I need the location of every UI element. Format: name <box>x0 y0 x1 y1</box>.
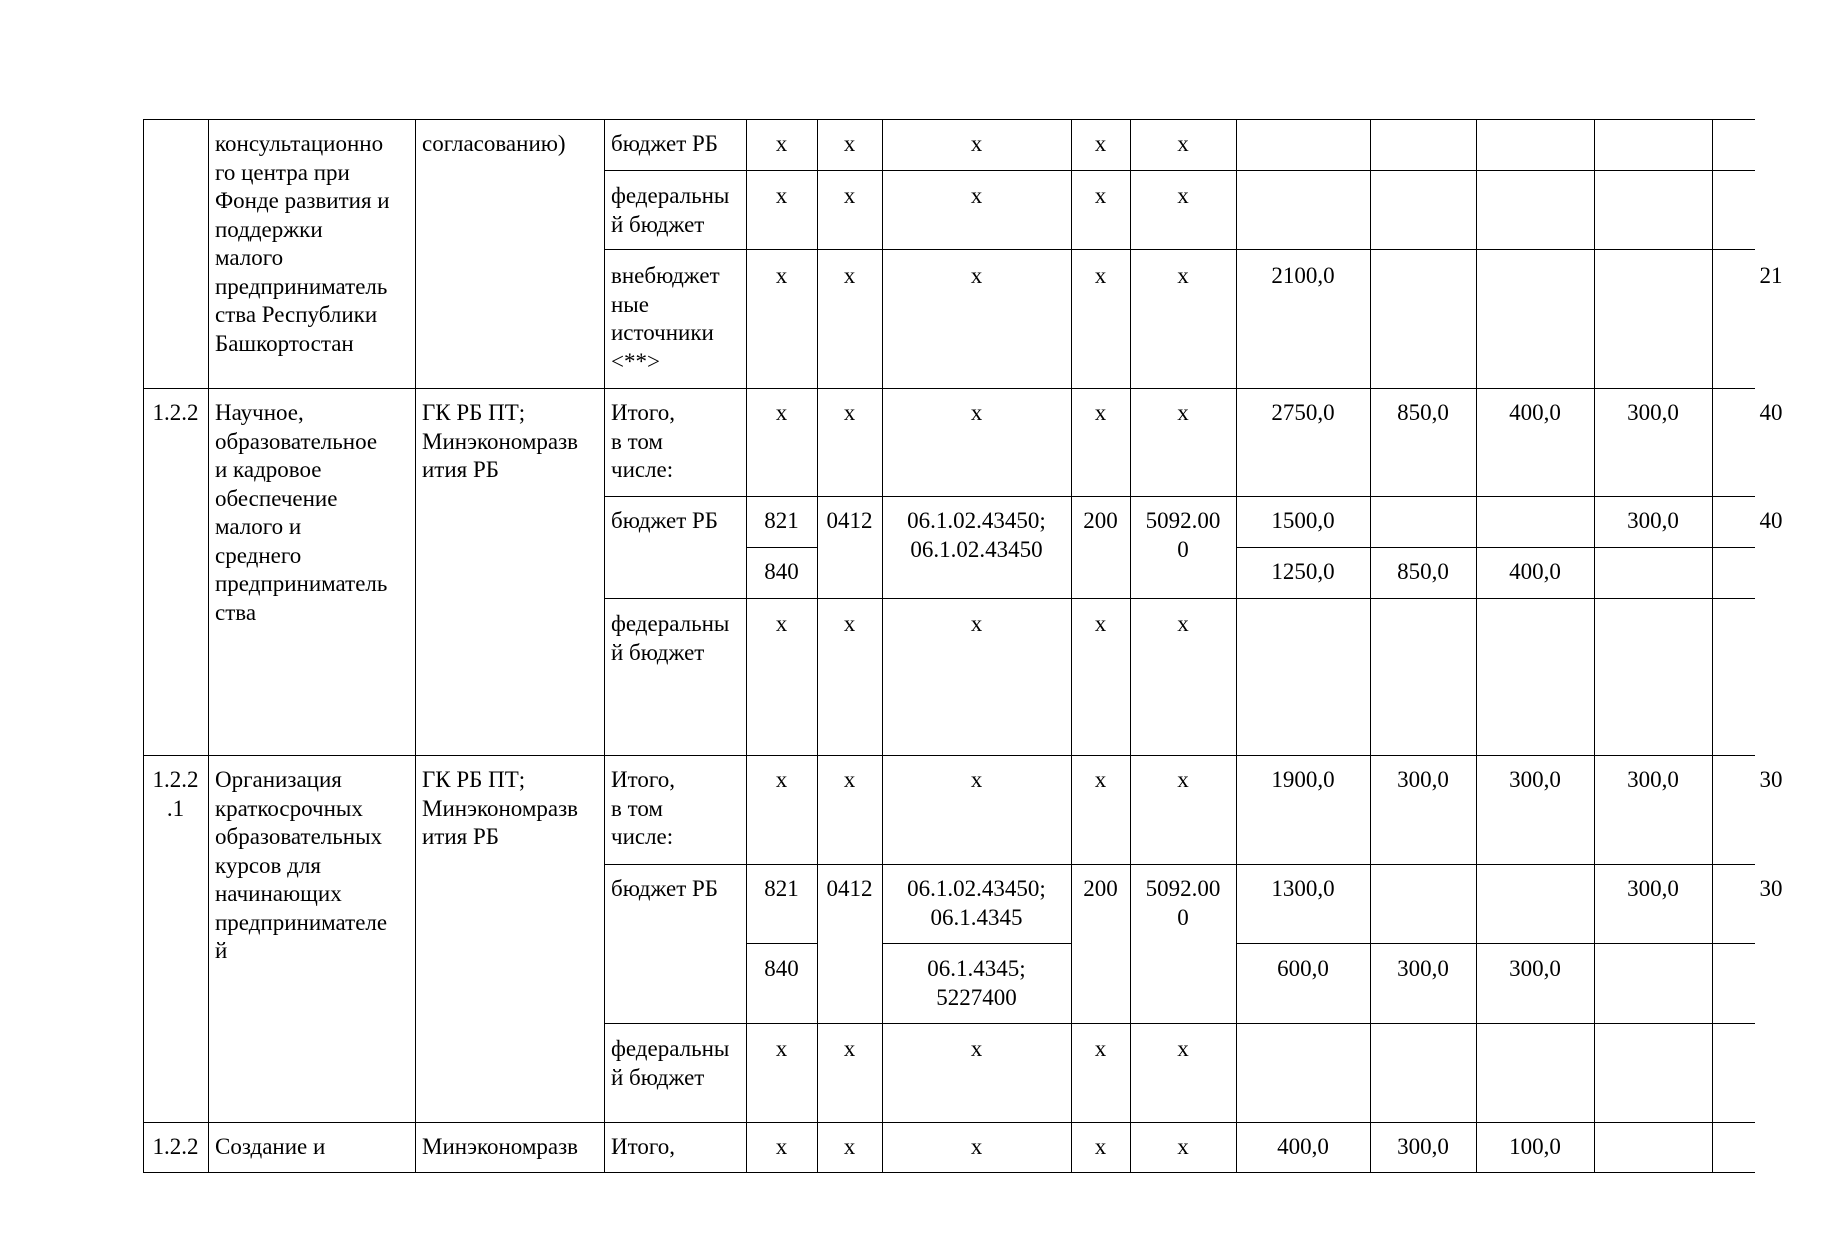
part-c-number-line: 1.2.2 <box>152 767 199 792</box>
row-divider <box>604 1023 1755 1024</box>
part-d-total-gr: х <box>775 1134 788 1159</box>
part-b-total-v2: 850,0 <box>1397 400 1449 425</box>
part-a-row2-cs-line: х <box>970 183 983 208</box>
part-b-rb-source <box>611 507 718 536</box>
part-c-total-source <box>611 766 675 852</box>
part-c-rb-kosgu-line: 0 <box>1177 904 1189 930</box>
row-divider <box>143 1122 1755 1123</box>
part-a-row1-gr: х <box>775 131 788 156</box>
part-c-total-v5: 30 <box>1759 767 1783 792</box>
part-a-row3-rz: х <box>843 263 856 288</box>
part-b-fed-vr: х <box>1094 611 1107 636</box>
part-b-total-v5: 40 <box>1759 400 1783 425</box>
part-c-rb-sub1-v1: 1300,0 <box>1271 876 1335 901</box>
part-c-rb-sub2-v1: 600,0 <box>1277 956 1329 981</box>
part-a-row2-kosgu-line: х <box>1177 183 1189 208</box>
part-c-fed-source <box>611 1035 729 1092</box>
part-d-total-kosgu-line: х <box>1177 1134 1189 1159</box>
part-a-name <box>215 130 390 358</box>
part-b-total-kosgu-line: х <box>1177 400 1189 425</box>
part-d-name <box>215 1133 325 1162</box>
part-b-fed-source-line: федеральны <box>611 611 730 636</box>
part-c-total-kosgu-line: х <box>1177 767 1189 792</box>
row-divider <box>746 547 818 548</box>
part-d-total-v3: 100,0 <box>1509 1134 1561 1159</box>
part-c-name-line: Организация <box>215 767 342 792</box>
part-c-rb-cs2-line: 5227400 <box>936 984 1017 1010</box>
part-d-total-source <box>611 1133 675 1162</box>
part-c-rb-cs1 <box>882 875 1071 932</box>
part-b-fed-kosgu-line: х <box>1177 611 1189 636</box>
part-c-rb-cs2-line: 06.1.4345; <box>927 956 1026 981</box>
table-bottom-border <box>143 1172 1755 1173</box>
part-b-rb-cs-line: 06.1.02.43450; <box>907 508 1046 533</box>
part-a-row3-source <box>611 262 720 376</box>
part-b-total-gr: х <box>775 400 788 425</box>
part-a-name-line: го центра при <box>215 159 350 185</box>
part-c-fed-vr: х <box>1094 1036 1107 1061</box>
part-b-total-source-line: в том <box>611 428 663 454</box>
part-c-total-kosgu <box>1130 766 1236 795</box>
column-border <box>1370 119 1371 1172</box>
part-a-row3-v5: 21 <box>1759 263 1783 288</box>
part-a-row2-vr: х <box>1094 183 1107 208</box>
part-a-executor-line: согласованию) <box>422 131 566 156</box>
part-d-number <box>143 1133 208 1162</box>
part-a-name-line: Башкортостан <box>215 330 354 356</box>
part-c-total-cs <box>882 766 1071 795</box>
part-a-name-line: консультационно <box>215 131 384 156</box>
part-c-total-rz: х <box>843 767 856 792</box>
part-b-number-line: 1.2.2 <box>152 400 199 425</box>
part-c-name-line: краткосрочных <box>215 795 363 821</box>
part-b-total-v4: 300,0 <box>1627 400 1679 425</box>
part-c-rb-sub1-v5: 30 <box>1759 876 1783 901</box>
part-b-name-line: среднего <box>215 542 302 568</box>
part-a-executor <box>422 130 566 159</box>
row-divider <box>143 755 1755 756</box>
part-b-total-cs <box>882 399 1071 428</box>
part-d-number-line: 1.2.2 <box>152 1134 199 1159</box>
column-border <box>415 119 416 1172</box>
row-divider <box>604 249 1755 250</box>
row-divider <box>882 943 1072 944</box>
row-divider <box>1236 943 1755 944</box>
part-a-name-line: ства Республики <box>215 302 378 327</box>
part-b-rb-sub2-v1: 1250,0 <box>1271 559 1335 584</box>
part-b-rb-kosgu-line: 5092.00 <box>1145 508 1221 533</box>
part-a-name-line: поддержки <box>215 216 323 242</box>
part-c-total-v2: 300,0 <box>1397 767 1449 792</box>
column-border <box>604 119 605 1172</box>
part-b-rb-cs <box>882 507 1071 564</box>
row-divider <box>604 864 1755 865</box>
part-a-row3-source-line: источники <box>611 320 714 345</box>
part-c-rb-kosgu-line: 5092.00 <box>1145 876 1221 901</box>
part-a-row2-cs <box>882 182 1071 211</box>
part-c-rb-gr1: 821 <box>764 876 799 901</box>
part-b-total-v3: 400,0 <box>1509 400 1561 425</box>
part-a-row1-source-line: бюджет РБ <box>611 131 719 156</box>
part-a-row3-cs-line: х <box>970 263 983 288</box>
row-divider <box>604 598 1755 599</box>
part-c-executor <box>422 766 578 852</box>
part-c-number-line: .1 <box>166 795 185 821</box>
part-b-rb-cs-line: 06.1.02.43450 <box>910 536 1043 562</box>
part-c-fed-kosgu <box>1130 1035 1236 1064</box>
part-a-row2-gr: х <box>775 183 788 208</box>
part-c-total-gr: х <box>775 767 788 792</box>
part-a-row2-source-line: й бюджет <box>611 211 705 237</box>
part-c-fed-cs-line: х <box>970 1036 983 1061</box>
part-c-name-line: й <box>215 938 228 963</box>
part-a-row3-kosgu <box>1130 262 1236 291</box>
row-divider <box>604 170 1755 171</box>
part-c-number <box>143 766 208 823</box>
part-b-fed-rz: х <box>843 611 856 636</box>
part-b-fed-gr: х <box>775 611 788 636</box>
part-c-rb-source-line: бюджет РБ <box>611 876 719 901</box>
part-b-total-cs-line: х <box>970 400 983 425</box>
part-c-total-source-line: в том <box>611 795 663 821</box>
part-c-executor-line: ГК РБ ПТ; <box>422 767 526 792</box>
part-c-rb-sub2-v2: 300,0 <box>1397 956 1449 981</box>
part-a-row2-rz: х <box>843 183 856 208</box>
column-border <box>1476 119 1477 1172</box>
row-divider <box>143 388 1755 389</box>
part-d-total-cs-line: х <box>970 1134 983 1159</box>
part-c-rb-rz: 0412 <box>826 876 873 901</box>
part-c-name <box>215 766 387 966</box>
part-d-name-line: Создание и <box>215 1134 326 1159</box>
part-d-total-vr: х <box>1094 1134 1107 1159</box>
part-b-fed-source-line: й бюджет <box>611 639 705 665</box>
part-b-name <box>215 399 387 627</box>
part-c-total-source-line: числе: <box>611 824 674 849</box>
part-b-name-line: малого и <box>215 514 302 539</box>
part-a-row1-rz: х <box>843 131 856 156</box>
part-b-rb-sub1-v4: 300,0 <box>1627 508 1679 533</box>
part-a-row3-source-line: ные <box>611 291 649 317</box>
part-a-row3-cs <box>882 262 1071 291</box>
row-divider <box>604 496 1755 497</box>
part-a-row3-gr: х <box>775 263 788 288</box>
part-a-row1-cs-line: х <box>970 131 983 156</box>
part-b-number <box>143 399 208 428</box>
part-b-fed-kosgu <box>1130 610 1236 639</box>
part-d-total-v2: 300,0 <box>1397 1134 1449 1159</box>
part-b-fed-cs <box>882 610 1071 639</box>
part-a-row1-vr: х <box>1094 131 1107 156</box>
part-b-total-vr: х <box>1094 400 1107 425</box>
part-c-total-v4: 300,0 <box>1627 767 1679 792</box>
part-d-total-source-line: Итого, <box>611 1134 675 1159</box>
column-border <box>1594 119 1595 1172</box>
part-c-rb-cs1-line: 06.1.4345 <box>930 904 1023 930</box>
part-b-rb-gr2: 840 <box>764 559 799 584</box>
part-b-rb-gr1: 821 <box>764 508 799 533</box>
part-b-name-line: Научное, <box>215 400 304 425</box>
part-b-fed-source <box>611 610 729 667</box>
part-b-fed-cs-line: х <box>970 611 983 636</box>
part-b-rb-vr: 200 <box>1083 508 1118 533</box>
part-b-name-line: ства <box>215 599 257 625</box>
part-b-rb-sub1-v5: 40 <box>1759 508 1783 533</box>
part-a-name-line: предприниматель <box>215 273 388 299</box>
part-a-row1-source <box>611 130 718 159</box>
part-b-total-source <box>611 399 675 485</box>
part-c-rb-source <box>611 875 718 904</box>
part-b-total-rz: х <box>843 400 856 425</box>
part-b-rb-kosgu-line: 0 <box>1177 536 1189 562</box>
part-b-rb-sub2-v2: 850,0 <box>1397 559 1449 584</box>
part-b-rb-source-line: бюджет РБ <box>611 508 719 533</box>
part-b-executor <box>422 399 578 485</box>
part-b-executor-line: Минэкономразв <box>422 428 579 454</box>
row-divider <box>1236 547 1755 548</box>
part-c-fed-source-line: й бюджет <box>611 1064 705 1090</box>
part-a-row3-source-line: <**> <box>611 348 660 374</box>
part-a-row2-kosgu <box>1130 182 1236 211</box>
part-b-total-source-line: Итого, <box>611 400 675 425</box>
part-d-total-rz: х <box>843 1134 856 1159</box>
part-c-executor-line: ития РБ <box>422 824 499 849</box>
part-b-name-line: предприниматель <box>215 571 388 596</box>
part-c-rb-cs1-line: 06.1.02.43450; <box>907 876 1046 901</box>
part-c-name-line: образовательных <box>215 824 383 849</box>
part-b-rb-kosgu <box>1130 507 1236 564</box>
part-c-name-line: предпринимателе <box>215 909 388 935</box>
part-c-total-v3: 300,0 <box>1509 767 1561 792</box>
part-a-row3-source-line: внебюджет <box>611 263 720 288</box>
part-a-row1-kosgu <box>1130 130 1236 159</box>
part-c-executor-line: Минэкономразв <box>422 795 579 821</box>
part-c-rb-gr2: 840 <box>764 956 799 981</box>
part-a-name-line: малого <box>215 245 284 270</box>
part-b-name-line: образовательное <box>215 428 378 454</box>
part-d-executor <box>422 1133 578 1162</box>
part-c-rb-sub1-v4: 300,0 <box>1627 876 1679 901</box>
part-a-row1-kosgu-line: х <box>1177 131 1189 156</box>
part-c-rb-vr: 200 <box>1083 876 1118 901</box>
part-c-fed-source-line: федеральны <box>611 1036 730 1061</box>
part-c-fed-rz: х <box>843 1036 856 1061</box>
part-b-total-v1: 2750,0 <box>1271 400 1335 425</box>
part-b-name-line: и кадровое <box>215 457 322 482</box>
row-divider <box>746 943 818 944</box>
part-a-row1-cs <box>882 130 1071 159</box>
part-b-executor-line: ития РБ <box>422 457 499 482</box>
column-border <box>208 119 209 1172</box>
column-border <box>143 119 144 1172</box>
part-b-total-source-line: числе: <box>611 457 674 482</box>
part-c-rb-kosgu <box>1130 875 1236 932</box>
part-c-total-source-line: Итого, <box>611 767 675 792</box>
part-c-fed-gr: х <box>775 1036 788 1061</box>
part-c-name-line: курсов для <box>215 852 321 878</box>
part-d-total-cs <box>882 1133 1071 1162</box>
part-b-total-kosgu <box>1130 399 1236 428</box>
part-b-rb-sub1-v1: 1500,0 <box>1271 508 1335 533</box>
part-a-row2-source <box>611 182 729 239</box>
part-d-total-kosgu <box>1130 1133 1236 1162</box>
part-c-total-vr: х <box>1094 767 1107 792</box>
part-d-executor-line: Минэкономразв <box>422 1134 579 1159</box>
part-c-total-v1: 1900,0 <box>1271 767 1335 792</box>
part-a-name-line: Фонде развития и <box>215 188 390 213</box>
part-c-rb-sub2-v3: 300,0 <box>1509 956 1561 981</box>
part-a-row3-vr: х <box>1094 263 1107 288</box>
part-b-rb-rz: 0412 <box>826 508 873 533</box>
part-c-fed-cs <box>882 1035 1071 1064</box>
part-c-fed-kosgu-line: х <box>1177 1036 1189 1061</box>
part-b-rb-sub2-v3: 400,0 <box>1509 559 1561 584</box>
part-d-total-v1: 400,0 <box>1277 1134 1329 1159</box>
part-b-executor-line: ГК РБ ПТ; <box>422 400 526 425</box>
part-c-total-cs-line: х <box>970 767 983 792</box>
table-top-border <box>143 119 1755 120</box>
part-a-row3-kosgu-line: х <box>1177 263 1189 288</box>
part-a-row3-v1: 2100,0 <box>1271 263 1335 288</box>
part-b-name-line: обеспечение <box>215 485 338 511</box>
part-c-name-line: начинающих <box>215 881 342 906</box>
part-a-row2-source-line: федеральны <box>611 183 730 208</box>
part-c-rb-cs2 <box>882 955 1071 1012</box>
